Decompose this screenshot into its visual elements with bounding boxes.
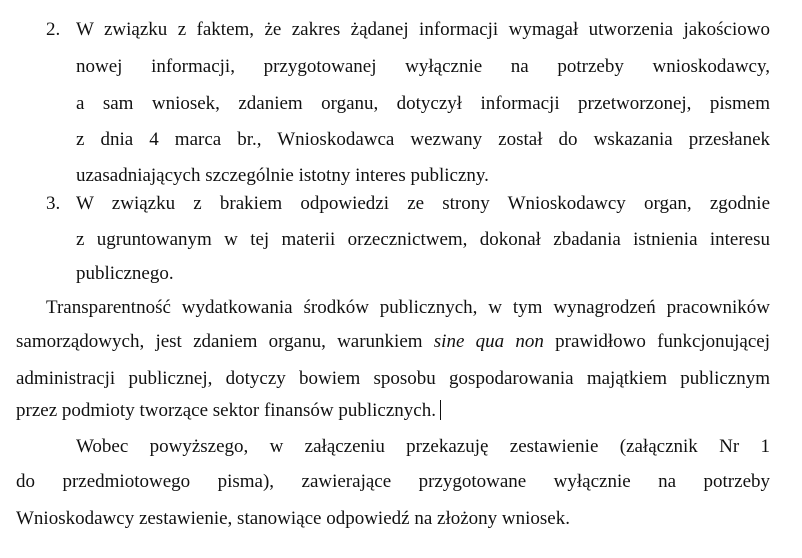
list-item-line: publicznego. [76, 263, 174, 284]
list-number: 2. [46, 19, 61, 40]
text-cursor [440, 400, 441, 420]
paragraph-line [16, 331, 770, 353]
paragraph-line: administracji publicznej, dotyczy bowiem sposobu gospodarowania majątkiem publicznym [16, 368, 770, 389]
paragraph-line: Wnioskodawcy zestawienie, stanowiące odpowiedź na złożony wniosek. [16, 508, 570, 529]
list-item-line: W związku z faktem, że zakres żądanej informacji wymagał utworzenia jakościowo [76, 19, 770, 40]
list-item-line: z dnia 4 marca br., Wnioskodawca wezwany został do wskazania przesłanek [76, 129, 770, 150]
list-item-line: W związku z brakiem odpowiedzi ze strony Wnioskodawcy organ, zgodnie [76, 193, 770, 214]
paragraph-line: Transparentność wydatkowania środków publicznych, w tym wynagrodzeń pracowników [46, 297, 770, 318]
text-span: samorządowych, jest zdaniem organu, warunkiem [16, 331, 434, 352]
list-item-line: uzasadniających szczególnie istotny interes publiczny. [76, 165, 489, 186]
paragraph-line: Wobec powyższego, w załączeniu przekazuję zestawienie (załącznik Nr 1 [76, 436, 770, 457]
list-item-line: a sam wniosek, zdaniem organu, dotyczył informacji przetworzonej, pismem [76, 93, 770, 114]
list-item-line: z ugruntowanym w tej materii orzecznictwem, dokonał zbadania istnienia interesu [76, 229, 770, 250]
italic-phrase: sine qua non [433, 331, 544, 352]
text-span: prawidłowo funkcjonującej [543, 331, 771, 352]
paragraph-line: do przedmiotowego pisma), zawierające przygotowane wyłącznie na potrzeby [16, 471, 770, 492]
paragraph-line [16, 400, 441, 422]
text-span: przez podmioty tworzące sektor finansów publicznych. [16, 400, 436, 421]
list-item-line: nowej informacji, przygotowanej wyłącznie na potrzeby wnioskodawcy, [76, 56, 770, 77]
list-number: 3. [46, 193, 61, 214]
